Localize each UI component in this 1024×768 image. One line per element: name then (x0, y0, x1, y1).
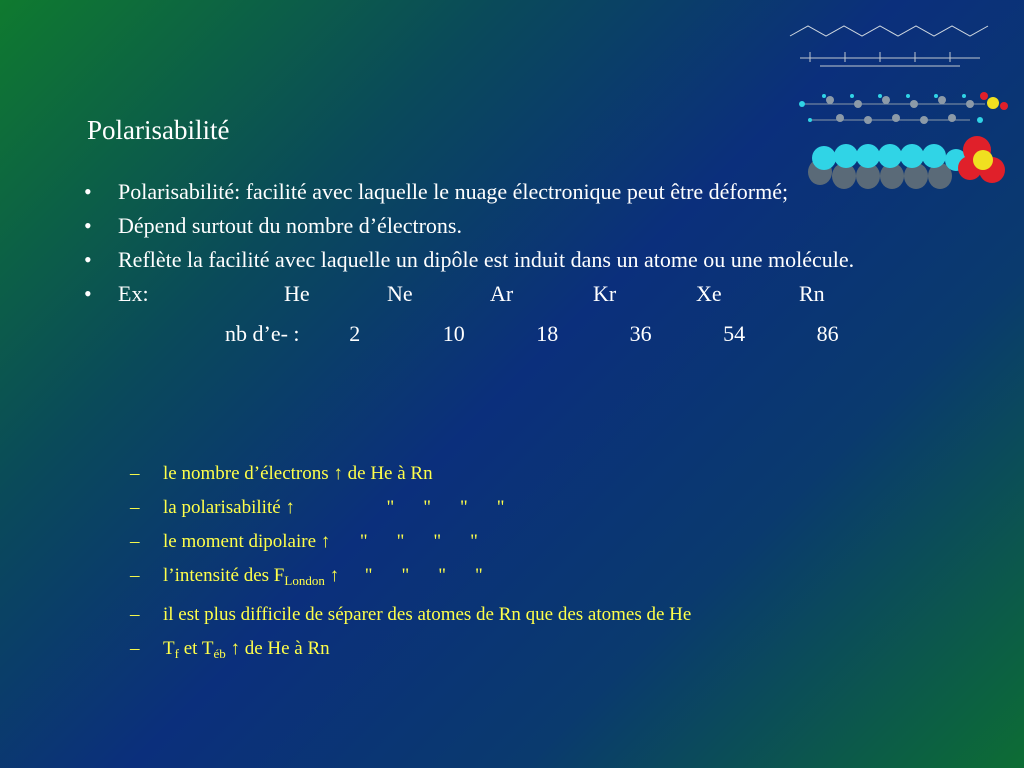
element-ar: Ar (490, 281, 514, 306)
count-rn: 86 (816, 321, 839, 346)
sub-text: il est plus difficile de séparer des atomes de Rn que des atomes de He (163, 604, 692, 625)
count-he: 2 (349, 321, 361, 346)
bullet-text: Reflète la facilité avec laquelle un dipôle est induit dans un atome ou une molécule. (118, 247, 855, 272)
bullet-marker: • (84, 247, 92, 272)
ditto-mark: " (470, 531, 478, 552)
subscript-eb: éb (213, 646, 226, 661)
ditto-mark: " (460, 497, 468, 518)
ditto-mark: " (396, 531, 405, 552)
count-kr: 36 (629, 321, 652, 346)
sub-text: la polarisabilité ↑ (163, 497, 295, 518)
ditto-mark: " (433, 531, 442, 552)
electron-count-row (80, 320, 910, 347)
bullet-text: Dépend surtout du nombre d’électrons. (118, 213, 462, 238)
ex-label: Ex: (118, 281, 149, 306)
slide-title: Polarisabilité (87, 115, 230, 145)
sub-text: le moment dipolaire ↑ (163, 531, 331, 552)
sub-dipole-moment (130, 530, 930, 554)
element-xe: Xe (696, 281, 722, 306)
dash-marker: – (130, 604, 140, 625)
bullet-list (80, 178, 910, 347)
sub-bullet-list (130, 462, 930, 676)
bullet-marker: • (84, 281, 92, 306)
dash-marker: – (130, 638, 140, 659)
dash-marker: – (130, 463, 140, 484)
element-rn: Rn (799, 281, 825, 306)
ditto-mark: " (474, 565, 483, 586)
bullet-example (80, 280, 910, 307)
subscript-f: f (174, 646, 179, 661)
sub-text-post: ↑ (324, 565, 340, 586)
ditto-mark: " (364, 565, 373, 586)
bullet-electron-dependence (80, 212, 910, 239)
bullet-dipole-induction (80, 246, 910, 273)
nb-label: nb d’e- : (225, 321, 300, 346)
element-row (118, 280, 910, 307)
sub-temperatures (130, 637, 930, 666)
temp-t1: T (163, 638, 175, 659)
element-he: He (284, 281, 310, 306)
temp-post: ↑ de He à Rn (225, 638, 330, 659)
subscript-london: London (284, 573, 325, 588)
sub-polarisability (130, 496, 930, 520)
sub-electron-number (130, 462, 930, 486)
bullet-polarisability-definition (80, 178, 910, 205)
sub-text-pre: l’intensité des F (163, 565, 285, 586)
dash-marker: – (130, 497, 140, 518)
ditto-mark: " (438, 565, 446, 586)
bullet-marker: • (84, 213, 92, 238)
sub-text: le nombre d’électrons ↑ de He à Rn (163, 463, 433, 484)
ditto-mark: " (386, 497, 395, 518)
ditto-mark: " (423, 497, 432, 518)
dash-marker: – (130, 531, 140, 552)
bullet-marker: • (84, 179, 92, 204)
ditto-mark: " (401, 565, 410, 586)
dash-marker: – (130, 565, 140, 586)
ditto-mark: " (496, 497, 505, 518)
count-xe: 54 (723, 321, 746, 346)
count-ar: 18 (536, 321, 559, 346)
element-kr: Kr (593, 281, 617, 306)
molecule-illustration (780, 0, 1024, 200)
temp-mid: et T (178, 638, 214, 659)
count-ne: 10 (442, 321, 465, 346)
bullet-text: Polarisabilité: facilité avec laquelle le nuage électronique peut être déformé; (118, 179, 789, 204)
ditto-mark: " (359, 531, 368, 552)
element-ne: Ne (387, 281, 413, 306)
sub-separation (130, 603, 930, 627)
sub-london-forces (130, 564, 930, 593)
